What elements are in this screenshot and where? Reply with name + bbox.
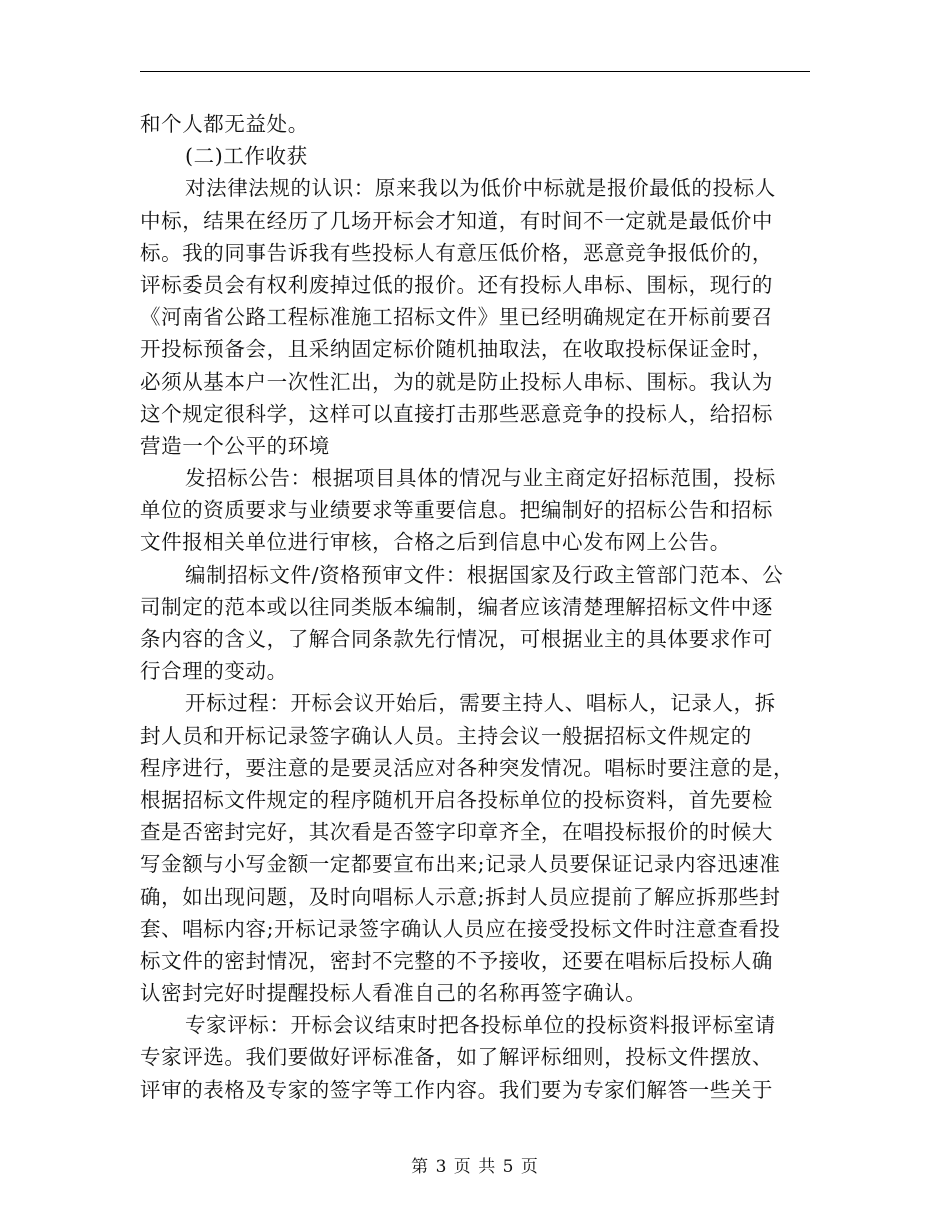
text-line: 写金额与小写金额一定都要宣布出来;记录人员要保证记录内容迅速准 [140, 852, 781, 877]
text-line: 中标，结果在经历了几场开标会才知道，有时间不一定就是最低价中 [140, 208, 773, 233]
text-line: 编制招标文件/资格预审文件：根据国家及行政主管部门范本、公 [185, 562, 784, 587]
page-number-footer: 第 3 页 共 5 页 [411, 1157, 539, 1177]
text-line: 必须从基本户一次性汇出，为的就是防止投标人串标、围标。我认为 [140, 369, 773, 394]
text-line: 开标过程：开标会议开始后，需要主持人、唱标人，记录人，拆 [185, 691, 776, 716]
text-line: 标文件的密封情况，密封不完整的不予接收，还要在唱标后投标人确 [140, 948, 773, 973]
text-line: 专家评标：开标会议结束时把各投标单位的投标资料报评标室请 [185, 1013, 776, 1038]
text-line: 发招标公告：根据项目具体的情况与业主商定好招标范围，投标 [185, 466, 776, 491]
text-line: 专家评选。我们要做好评标准备，如了解评标细则，投标文件摆放、 [140, 1045, 773, 1070]
text-line: 查是否密封完好，其次看是否签字印章齐全，在唱投标报价的时候大 [140, 820, 773, 845]
text-line: 确，如出现问题，及时向唱标人示意;拆封人员应提前了解应拆那些封 [140, 884, 781, 909]
text-line: 司制定的范本或以往同类版本编制，编者应该清楚理解招标文件中逐 [140, 594, 773, 619]
text-line: 套、唱标内容;开标记录签字确认人员应在接受投标文件时注意查看投 [140, 916, 781, 941]
text-line: 认密封完好时提醒投标人看准自己的名称再签字确认。 [140, 981, 647, 1006]
text-line: 营造一个公平的环境 [140, 433, 330, 458]
text-line: 评标委员会有权利废掉过低的报价。还有投标人串标、围标，现行的 [140, 272, 773, 297]
text-line: 文件报相关单位进行审核，合格之后到信息中心发布网上公告。 [140, 530, 731, 555]
text-line: 《河南省公路工程标准施工招标文件》里已经明确规定在开标前要召 [140, 305, 773, 330]
text-line: 这个规定很科学，这样可以直接打击那些恶意竞争的投标人，给招标 [140, 401, 773, 426]
document-body [140, 108, 810, 1106]
text-line: 开投标预备会，且采纳固定标价随机抽取法，在收取投标保证金时， [140, 337, 773, 362]
text-line: 标。我的同事告诉我有些投标人有意压低价格，恶意竞争报低价的， [140, 240, 773, 265]
header-rule [140, 71, 810, 72]
text-line: 对法律法规的认识：原来我以为低价中标就是报价最低的投标人 [185, 176, 776, 201]
text-line: 评审的表格及专家的签字等工作内容。我们要为专家们解答一些关于 [140, 1077, 773, 1102]
text-line: 和个人都无益处。 [140, 112, 309, 136]
text-line: 条内容的含义，了解合同条款先行情况，可根据业主的具体要求作可 [140, 627, 773, 651]
text-line: 封人员和开标记录签字确认人员。主持会议一般据招标文件规定的 [140, 723, 752, 748]
text-line: 根据招标文件规定的程序随机开启各投标单位的投标资料，首先要检 [140, 787, 773, 812]
text-line: 程序进行，要注意的是要灵活应对各种突发情况。唱标时要注意的是， [140, 755, 795, 780]
text-line: 单位的资质要求与业绩要求等重要信息。把编制好的招标公告和招标 [140, 498, 773, 523]
text-line: 行合理的变动。 [140, 659, 288, 684]
text-line: (二)工作收获 [185, 144, 308, 169]
